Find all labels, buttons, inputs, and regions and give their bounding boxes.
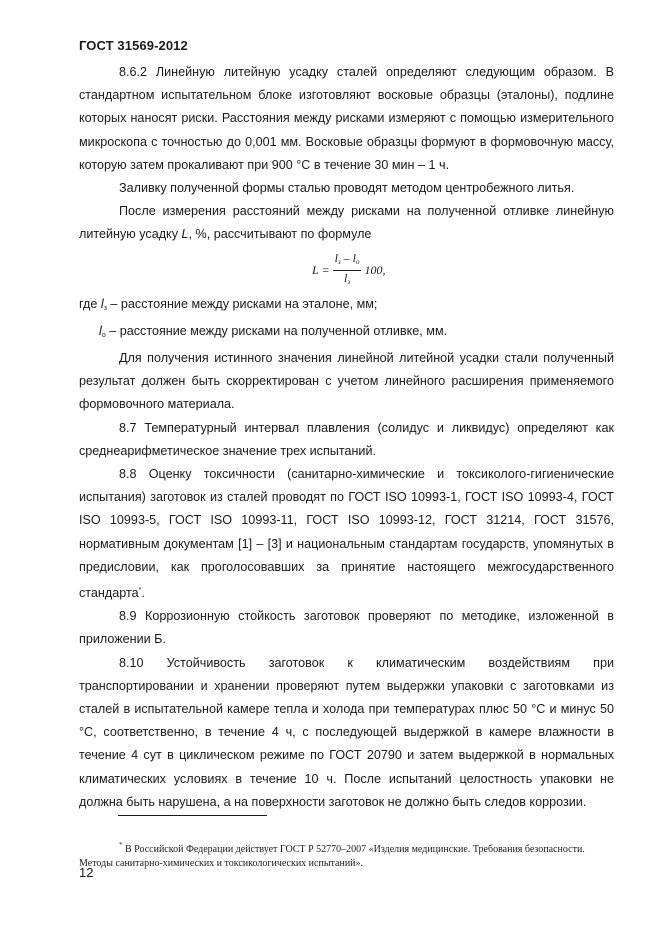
where-line-2	[79, 320, 614, 347]
where2-description: – расстояние между рисками на полученной отливке, мм.	[105, 323, 448, 338]
page-number: 12	[79, 865, 94, 880]
paragraph-formula-intro	[79, 200, 614, 246]
formula-numerator	[333, 251, 362, 271]
footnote	[79, 838, 614, 871]
formula-minus: –	[340, 250, 353, 265]
where1-subscript: з	[103, 304, 107, 312]
formula-fraction	[333, 251, 362, 290]
formula-intro-text: После измерения расстояний между рисками на полученной отливке линейную литейную усадку	[79, 204, 614, 242]
paragraph-8-6-2: 8.6.2 Линейную литейную усадку сталей определяют следующим образом. В стандартном испытательном блоке изготовляют восковые образцы (эталоны), подлине которых наносят риски. Расстояния между рисками измеряют с помощью измерительного микроскопа с точностью до 0,001 мм. Восковые образцы формуют в формовочную массу, которую затем прокаливают при 900 °С в течение 30 мин – 1 ч.	[79, 65, 614, 172]
document-header-id: ГОСТ 31569-2012	[79, 38, 188, 53]
document-body	[79, 61, 614, 814]
paragraph-8-8	[79, 463, 614, 605]
formula-rhs: 100,	[364, 262, 386, 277]
formula-num-l2-sub: о	[355, 257, 360, 266]
where1-description: – расстояние между рисками на эталоне, мм;	[106, 296, 378, 311]
where2-subscript: о	[101, 331, 106, 339]
footnote-mark: *	[119, 841, 123, 849]
formula-den-sub: з	[347, 277, 351, 286]
formula-den-l: l	[343, 270, 348, 285]
shrinkage-formula	[79, 247, 614, 293]
paragraph-8-10: 8.10 Устойчивость заготовок к климатическим воздействиям при транспортировании и хранении проверяют путем выдержки упаковки с заготовками из сталей в испытательной камере тепла и холода при температурах плюс 50 °С и минус 50 °С, соответственно, в течение 4 ч, с последующей выдержкой в камере влажности в течение 4 сут в циклическом режиме по ГОСТ 20790 и затем выдержкой в нормальных климатических условиях в течение 10 ч. После испытаний целостность упаковки не должна быть нарушена, а на поверхности заготовок не должно быть следов коррозии.	[79, 655, 614, 809]
paragraph-8-9: 8.9 Коррозионную стойкость заготовок проверяют по методике, изложенной в приложении Б.	[79, 609, 614, 647]
formula-num-l2: l	[352, 250, 356, 265]
where-line-1	[79, 293, 614, 320]
paragraph-correction: Для получения истинного значения линейной литейной усадки стали полученный результат должен быть скорректирован с учетом линейного расширения применяемого формовочного материала.	[79, 351, 614, 412]
where-prefix: где	[79, 296, 101, 311]
footnote-text: В Российской Федерации действует ГОСТ Р 52770–2007 «Изделия медицинские. Требования безопасности. Методы санитарно-химических и токсикологических испытаний».	[79, 844, 585, 869]
formula-intro-variable: L	[181, 227, 189, 242]
where1-variable: l	[100, 296, 104, 311]
footnote-reference-mark: *	[138, 587, 142, 595]
paragraph-8-8-end: .	[141, 586, 145, 601]
formula-num-l1: l	[334, 250, 338, 265]
formula-denominator	[342, 271, 352, 290]
formula-lhs: L =	[312, 262, 330, 277]
footnote-separator	[118, 815, 267, 816]
formula-intro-tail: , %, рассчитывают по формуле	[188, 227, 372, 242]
where2-variable: l	[99, 323, 102, 338]
formula-num-l1-sub: з	[337, 257, 341, 266]
paragraph-8-7: 8.7 Температурный интервал плавления (солидус и ликвидус) определяют как среднеарифметическое значение трех испытаний.	[79, 420, 614, 458]
paragraph-casting: Заливку полученной формы сталью проводят методом центробежного литья.	[119, 181, 575, 196]
formula-expression	[312, 251, 385, 290]
paragraph-8-8-text: 8.8 Оценку токсичности (санитарно-химические и токсиколого-гигиенические испытания) заготовок из сталей проводят по ГОСТ ISO 10993-1, ГОСТ ISO 10993-4, ГОСТ ISO 10993-5, ГОСТ ISO 10993-11, ГОСТ ISO 10993-12, ГОСТ 31214, ГОСТ 31576, нормативным документам [1] – [3] и национальным стандартам государств, упомянутых в предисловии, как проголосовавших за принятие настоящего межгосударственного стандарта	[79, 467, 614, 601]
